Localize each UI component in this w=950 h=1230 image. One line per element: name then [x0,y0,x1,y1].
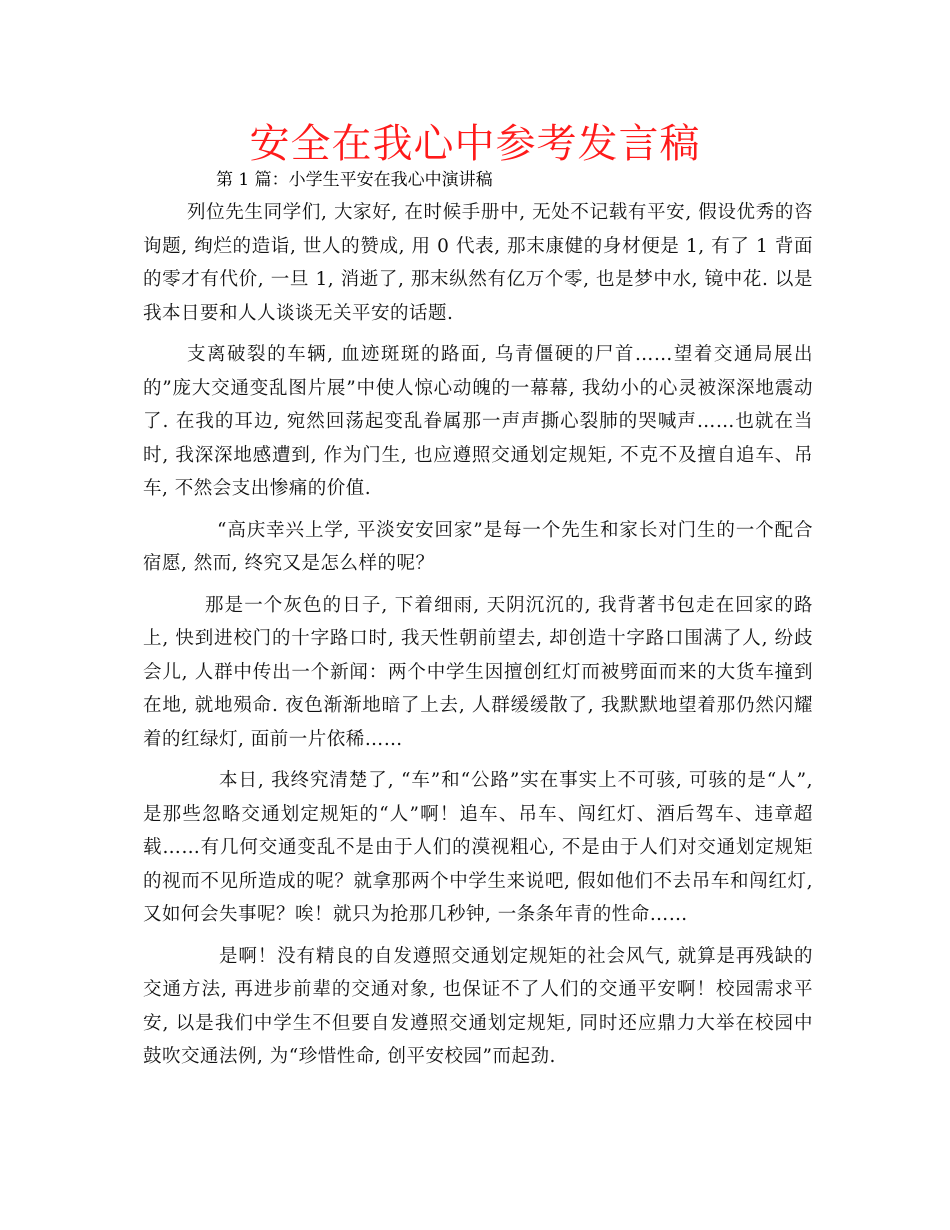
document-body [143,196,813,1082]
document-subtitle: 第 1 篇：小学生平安在我心中演讲稿 [216,170,493,190]
document-title: 安全在我心中参考发言稿 [249,121,701,167]
paragraph-3: “高庆幸兴上学, 平淡安安回家”是每一个先生和家长对门生的一个配合宿愿, 然而, 终究又是怎么样的呢？ [143,519,813,574]
paragraph-5: 本日, 我终究清楚了, “车”和“公路”实在事实上不可骇, 可骇的是“人”, 是那些忽略交通划定规矩的“人”啊！追车、吊车、闯红灯、酒后驾车、违章超载……有几何交通变乱不是由于人们的漠视粗心, 不是由于人们对交通划定规矩的视而不见所造成的呢？就拿那两个中学生来说吧, 假如他们不去吊车和闯红灯, 又如何会失事呢？唉！就只为抢那几秒钟, 一条条年青的性命…… [143,770,813,925]
paragraph-2: 支离破裂的车辆, 血迹斑斑的路面, 乌青僵硬的尸首……望着交通局展出的”庞大交通变乱图片展”中使人惊心动魄的一幕幕, 我幼小的心灵被深深地震动了. 在我的耳边, 宛然回荡起变乱眷属那一声声撕心裂肺的哭喊声……也就在当时, 我深深地感遭到, 作为门生, 也应遵照交通划定规矩, 不克不及擅自追车、吊车, 不然会支出惨痛的价值. [143,344,813,499]
paragraph-1: 列位先生同学们, 大家好, 在时候手册中, 无处不记载有平安, 假设优秀的咨询题, 绚烂的造诣, 世人的赞成, 用 0 代表, 那末康健的身材便是 1, 有了 1 背面的零才有代价, 一旦 1, 消逝了, 那末纵然有亿万个零, 也是梦中水, 镜中花. 以是我本日要和人人谈谈无关平安的话题. [143,202,813,324]
paragraph-4: 那是一个灰色的日子, 下着细雨, 天阴沉沉的, 我背著书包走在回家的路上, 快到进校门的十字路口时, 我天性朝前望去, 却创造十字路口围满了人, 纷歧会儿, 人群中传出一个新闻：两个中学生因擅创红灯而被劈面而来的大货车撞到在地, 就地殒命. 夜色渐渐地暗了上去, 人群缓缓散了, 我默默地望着那仍然闪耀着的红绿灯, 面前一片依稀…… [143,594,813,750]
paragraph-6: 是啊！没有精良的自发遵照交通划定规矩的社会风气, 就算是再残缺的交通方法, 再进步前辈的交通对象, 也保证不了人们的交通平安啊！校园需求平安, 以是我们中学生不但要自发遵照交通划定规矩, 同时还应鼎力大举在校园中鼓吹交通法例, 为“珍惜性命, 创平安校园”而起劲. [143,945,813,1067]
